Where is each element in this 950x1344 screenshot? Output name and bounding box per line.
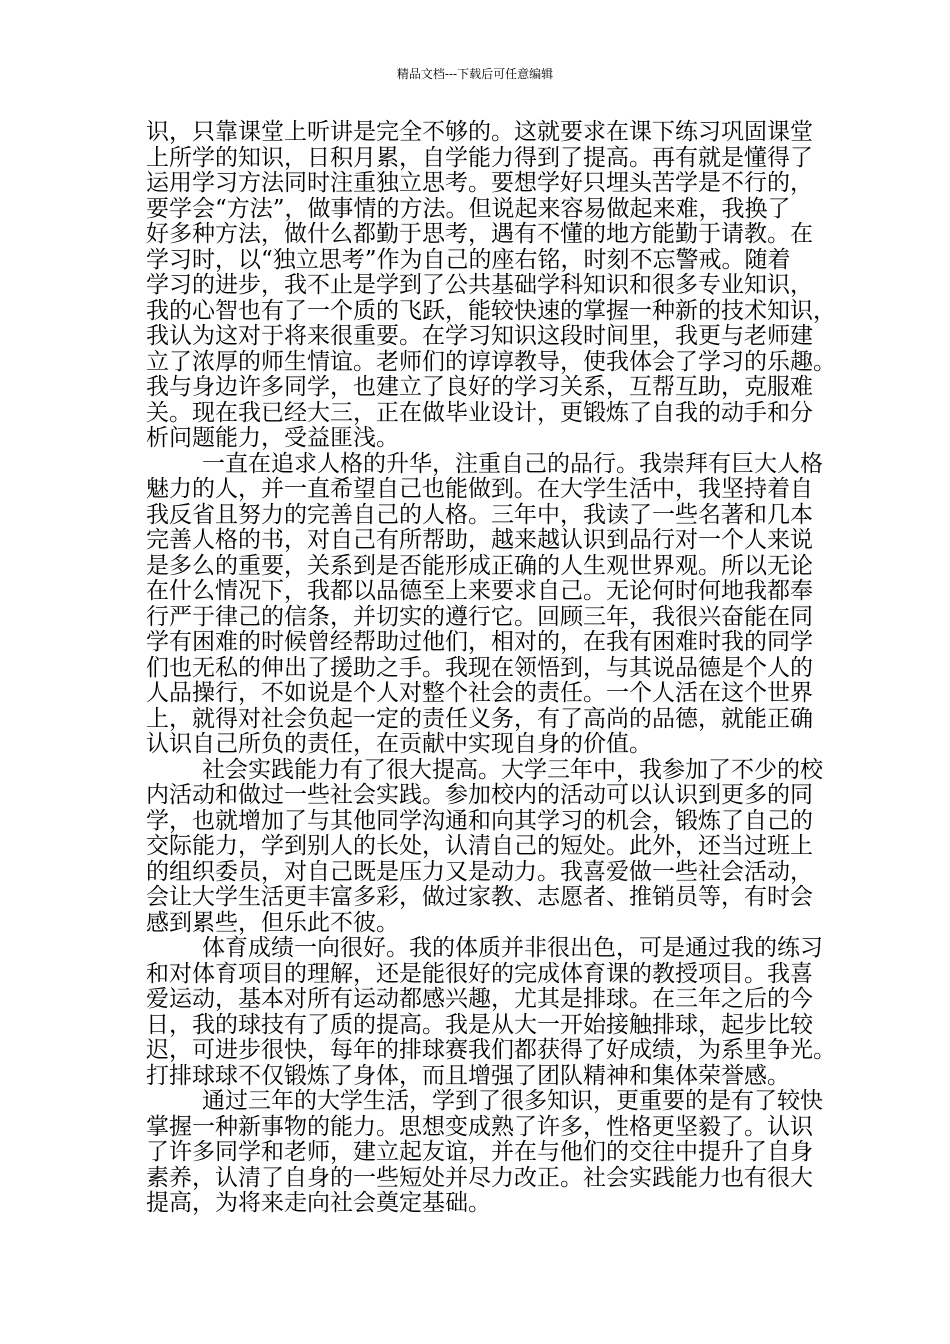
paragraph [146, 756, 823, 937]
text-line: 了许多同学和老师，建立起友谊，并在与他们的交往中提升了自身 [146, 1139, 813, 1165]
text-line: 会让大学生活更丰富多彩，做过家教、志愿者、推销员等，有时会 [146, 884, 813, 910]
text-line: 运用学习方法同时注重独立思考。要想学好只埋头苦学是不行的， [146, 170, 813, 196]
text-line: 立了浓厚的师生情谊。老师们的谆谆教导，使我体会了学习的乐趣。 [146, 348, 836, 375]
text-line: 上所学的知识，日积月累，自学能力得到了提高。再有就是懂得了 [146, 144, 813, 171]
text-line: 完善人格的书，对自己有所帮助，越来越认识到品行对一个人来说 [146, 527, 813, 553]
text-line: 学习的进步，我不止是学到了公共基础学科知识和很多专业知识， [146, 272, 813, 298]
text-line: 认识自己所负的责任，在贡献中实现自身的价值。 [146, 731, 652, 757]
text-line: 我认为这对于将来很重要。在学习知识这段时间里，我更与老师建 [146, 323, 813, 349]
text-line: 爱运动，基本对所有运动都感兴趣，尤其是排球。在三年之后的今 [146, 986, 813, 1012]
text-line: 们也无私的伸出了援助之手。我现在领悟到，与其说品德是个人的 [146, 654, 813, 681]
text-line: 感到累些，但乐此不彼。 [146, 909, 399, 936]
text-line: 析问题能力，受益匪浅。 [146, 425, 399, 451]
text-line: 迟，可进步很快，每年的排球赛我们都获得了好成绩，为系里争光。 [146, 1037, 836, 1063]
paragraph [146, 935, 836, 1089]
paragraph [146, 1088, 823, 1217]
text-line: 和对体育项目的理解，还是能很好的完成体育课的教授项目。我喜 [146, 960, 813, 987]
text-line: 日，我的球技有了质的提高。我是从大一开始接触排球，起步比较 [146, 1011, 813, 1038]
text-line: 要学会“方法”，做事情的方法。但说起来容易做起来难，我换了 [146, 195, 791, 222]
text-line: 关。现在我已经大三，正在做毕业设计，更锻炼了自我的动手和分 [146, 399, 813, 426]
text-line: 识，只靠课堂上听讲是完全不够的。这就要求在课下练习巩固课堂 [146, 119, 813, 145]
text-line: 学习时，以“独立思考”作为自己的座右铭，时刻不忘警戒。随着 [146, 246, 791, 273]
text-line: 在什么情况下，我都以品德至上来要求自己。无论何时何地我都奉 [146, 578, 813, 604]
text-line: 学有困难的时候曾经帮助过他们，相对的，在我有困难时我的同学 [146, 629, 813, 655]
text-line: 内活动和做过一些社会实践。参加校内的活动可以认识到更多的同 [146, 782, 813, 808]
text-line: 学，也就增加了与其他同学沟通和向其学习的机会，锻炼了自己的 [146, 807, 813, 834]
text-line: 的组织委员，对自己既是压力又是动力。我喜爱做一些社会活动， [146, 858, 813, 885]
text-line: 一直在追求人格的升华，注重自己的品行。我崇拜有巨大人格 [202, 450, 823, 477]
text-line: 交际能力，学到别人的长处，认清自己的短处。此外，还当过班上 [146, 833, 813, 859]
text-line: 掌握一种新事物的能力。思想变成熟了许多，性格更坚毅了。认识 [146, 1113, 813, 1140]
text-line: 上，就得对社会负起一定的责任义务，有了高尚的品德，就能正确 [146, 705, 813, 732]
paragraph [146, 119, 836, 452]
text-line: 行严于律己的信条，并切实的遵行它。回顾三年，我很兴奋能在同 [146, 603, 813, 630]
text-line: 我反省且努力的完善自己的人格。三年中，我读了一些名著和几本 [146, 501, 813, 528]
document-body [146, 119, 836, 1217]
text-line: 魅力的人，并一直希望自己也能做到。在大学生活中，我坚持着自 [146, 476, 813, 502]
text-line: 提高，为将来走向社会奠定基础。 [146, 1190, 491, 1216]
text-line: 通过三年的大学生活，学到了很多知识，更重要的是有了较快 [202, 1088, 823, 1114]
text-line: 我的心智也有了一个质的飞跃，能较快速的掌握一种新的技术知识， [146, 297, 836, 324]
text-line: 体育成绩一向很好。我的体质并非很出色，可是通过我的练习 [202, 935, 823, 961]
text-line: 素养，认清了自身的一些短处并尽力改正。社会实践能力也有很大 [146, 1164, 813, 1191]
page-header: 精品文档---下载后可任意编辑 [396, 67, 554, 81]
text-line: 打排球球不仅锻炼了身体，而且增强了团队精神和集体荣誉感。 [146, 1062, 790, 1089]
text-line: 我与身边许多同学，也建立了良好的学习关系，互帮互助，克服难 [146, 374, 813, 400]
text-line: 好多种方法，做什么都勤于思考，遇有不懂的地方能勤于请教。在 [146, 221, 813, 247]
text-line: 人品操行，不如说是个人对整个社会的责任。一个人活在这个世界 [146, 680, 813, 706]
text-line: 社会实践能力有了很大提高。大学三年中，我参加了不少的校 [202, 756, 823, 783]
paragraph [146, 450, 823, 758]
text-line: 是多么的重要，关系到是否能形成正确的人生观世界观。所以无论 [146, 552, 813, 579]
